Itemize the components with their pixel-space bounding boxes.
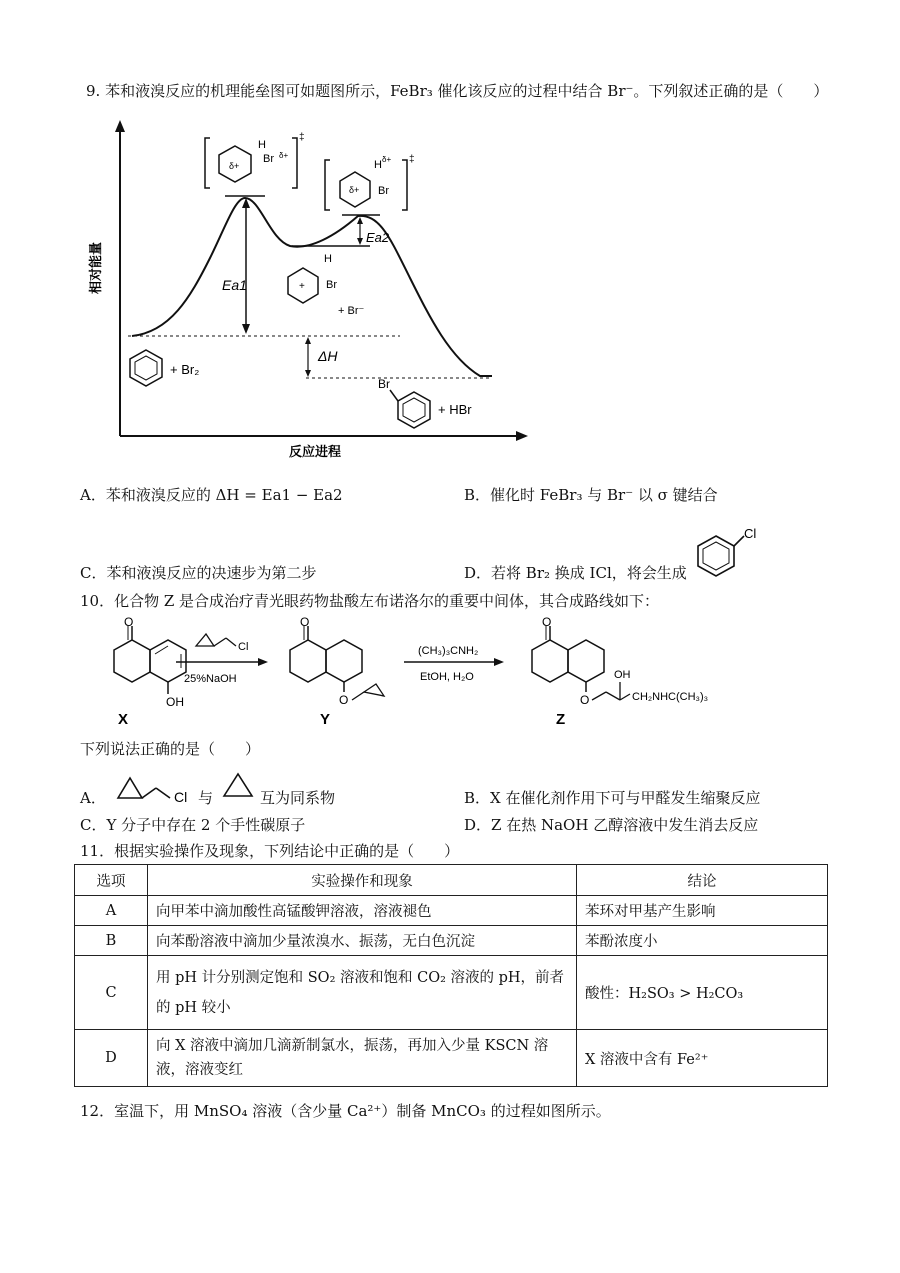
row-conclusion: 苯环对甲基产生影响 <box>577 896 828 926</box>
row-operation: 用 pH 计分别测定饱和 SO₂ 溶液和饱和 CO₂ 溶液的 pH，前者的 pH 较小 <box>148 956 577 1030</box>
svg-text:X: X <box>118 711 129 728</box>
q11-table <box>74 864 828 1087</box>
compound-x <box>114 616 186 728</box>
row-option: C <box>75 956 148 1030</box>
svg-text:Cl: Cl <box>238 641 249 653</box>
q10-option-a-suffix: 互为同系物 <box>260 789 336 807</box>
q10-option-c: C．Y 分子中存在 2 个手性碳原子 <box>80 816 306 834</box>
y-axis-arrow <box>115 120 125 132</box>
ts1-structure <box>205 132 305 188</box>
header-option: 选项 <box>75 865 148 896</box>
row-option: A <box>75 896 148 926</box>
svg-text:O: O <box>580 693 590 707</box>
svg-text:O: O <box>300 616 310 629</box>
svg-text:Br: Br <box>378 377 390 391</box>
x-axis-label: 反应进程 <box>288 444 342 459</box>
svg-text:H: H <box>258 139 266 151</box>
row-operation: 向苯酚溶液中滴加少量浓溴水、振荡，无白色沉淀 <box>148 926 577 956</box>
svg-text:H: H <box>374 159 382 171</box>
intermediate-structure <box>288 253 364 317</box>
header-operation: 实验操作和现象 <box>148 865 577 896</box>
svg-text:H: H <box>324 253 332 265</box>
epoxide-reagent <box>196 634 214 646</box>
x-axis-arrow <box>516 431 528 441</box>
table-row <box>75 896 828 926</box>
svg-text:O: O <box>124 616 134 629</box>
product-bromobenzene <box>378 377 472 428</box>
row-operation: 向甲苯中滴加酸性高锰酸钾溶液，溶液褪色 <box>148 896 577 926</box>
table-header-row <box>75 865 828 896</box>
ts2-structure <box>325 154 415 210</box>
table-row <box>75 1030 828 1087</box>
svg-text:+ HBr: + HBr <box>438 402 472 417</box>
y-axis-label: 相对能量 <box>88 241 103 295</box>
energy-diagram <box>80 118 540 463</box>
svg-text:δ+: δ+ <box>229 161 240 171</box>
energy-curve <box>132 198 492 376</box>
q9-stem: 9. 苯和液溴反应的机理能垒图可如题图所示，FeBr₃ 催化该反应的过程中结合 Br⁻。下列叙述正确的是（ ） <box>86 82 829 100</box>
chlorobenzene-structure <box>686 524 770 584</box>
svg-text:δ+: δ+ <box>279 151 289 160</box>
svg-text:EtOH, H₂O: EtOH, H₂O <box>420 671 474 683</box>
svg-text:Y: Y <box>320 711 331 728</box>
svg-text:Br: Br <box>378 185 389 197</box>
q10-option-d: D．Z 在热 NaOH 乙醇溶液中发生消去反应 <box>464 816 759 834</box>
q9-option-d: D．若将 Br₂ 换成 ICl，将会生成 <box>464 564 687 582</box>
q10-option-b: B．X 在催化剂作用下可与甲醛发生缩聚反应 <box>464 789 761 807</box>
q11-stem: 11．根据实验操作及现象，下列结论中正确的是（ ） <box>80 842 460 860</box>
header-conclusion: 结论 <box>577 865 828 896</box>
q10-option-a-mid: 与 <box>198 789 214 807</box>
svg-text:δ+: δ+ <box>382 155 392 164</box>
svg-text:δ+: δ+ <box>349 185 360 195</box>
svg-text:+ Br⁻: + Br⁻ <box>338 305 365 317</box>
svg-text:25%NaOH: 25%NaOH <box>184 673 237 685</box>
dh-label: ΔH <box>318 348 338 364</box>
svg-text:O: O <box>339 693 349 707</box>
q10-stem: 10．化合物 Z 是合成治疗青光眼药物盐酸左布诺洛尔的重要中间体，其合成路线如下： <box>80 592 660 610</box>
q9-option-b: B．催化时 FeBr₃ 与 Br⁻ 以 σ 键结合 <box>464 486 718 504</box>
svg-text:Br: Br <box>263 153 274 165</box>
svg-text:Br: Br <box>326 279 337 291</box>
svg-text:Cl: Cl <box>174 789 188 805</box>
svg-text:O: O <box>542 616 552 629</box>
table-row <box>75 926 828 956</box>
table-row <box>75 956 828 1030</box>
row-conclusion: 酸性：H₂SO₃ > H₂CO₃ <box>577 956 828 1030</box>
q10-prompt: 下列说法正确的是（ ） <box>80 740 261 758</box>
svg-text:CH₂NHC(CH₃)₃: CH₂NHC(CH₃)₃ <box>632 691 709 703</box>
row-operation: 向 X 溶液中滴加几滴新制氯水，振荡，再加入少量 KSCN 溶液，溶液变红 <box>148 1030 577 1087</box>
svg-text:Z: Z <box>556 711 566 728</box>
svg-text:(CH₃)₃CNH₂: (CH₃)₃CNH₂ <box>418 645 479 657</box>
row-conclusion: X 溶液中含有 Fe²⁺ <box>577 1030 828 1087</box>
ethylene-oxide-structure <box>218 762 258 804</box>
row-conclusion: 苯酚浓度小 <box>577 926 828 956</box>
svg-text:+: + <box>299 281 305 292</box>
compound-y <box>290 616 384 728</box>
ea1-label: Ea1 <box>222 277 247 293</box>
row-option: D <box>75 1030 148 1087</box>
svg-text:OH: OH <box>166 695 184 709</box>
row-option: B <box>75 926 148 956</box>
compound-z <box>532 616 708 728</box>
q9-option-a: A．苯和液溴反应的 ΔH = Ea1 − Ea2 <box>80 486 343 504</box>
q10-option-a-prefix: A． <box>80 789 106 807</box>
svg-text:+ Br₂: + Br₂ <box>170 362 200 377</box>
synthesis-route <box>84 616 724 734</box>
q12-stem: 12．室温下，用 MnSO₄ 溶液（含少量 Ca²⁺）制备 MnCO₃ 的过程如图所示。 <box>80 1102 611 1120</box>
svg-text:OH: OH <box>614 669 631 681</box>
svg-text:‡: ‡ <box>299 132 305 143</box>
ea2-label: Ea2 <box>366 230 390 245</box>
epichlorohydrin-structure <box>112 764 198 806</box>
q9-option-c: C．苯和液溴反应的决速步为第二步 <box>80 564 317 582</box>
reactant-benzene <box>130 350 199 386</box>
svg-text:‡: ‡ <box>409 154 415 165</box>
svg-text:Cl: Cl <box>744 526 757 541</box>
